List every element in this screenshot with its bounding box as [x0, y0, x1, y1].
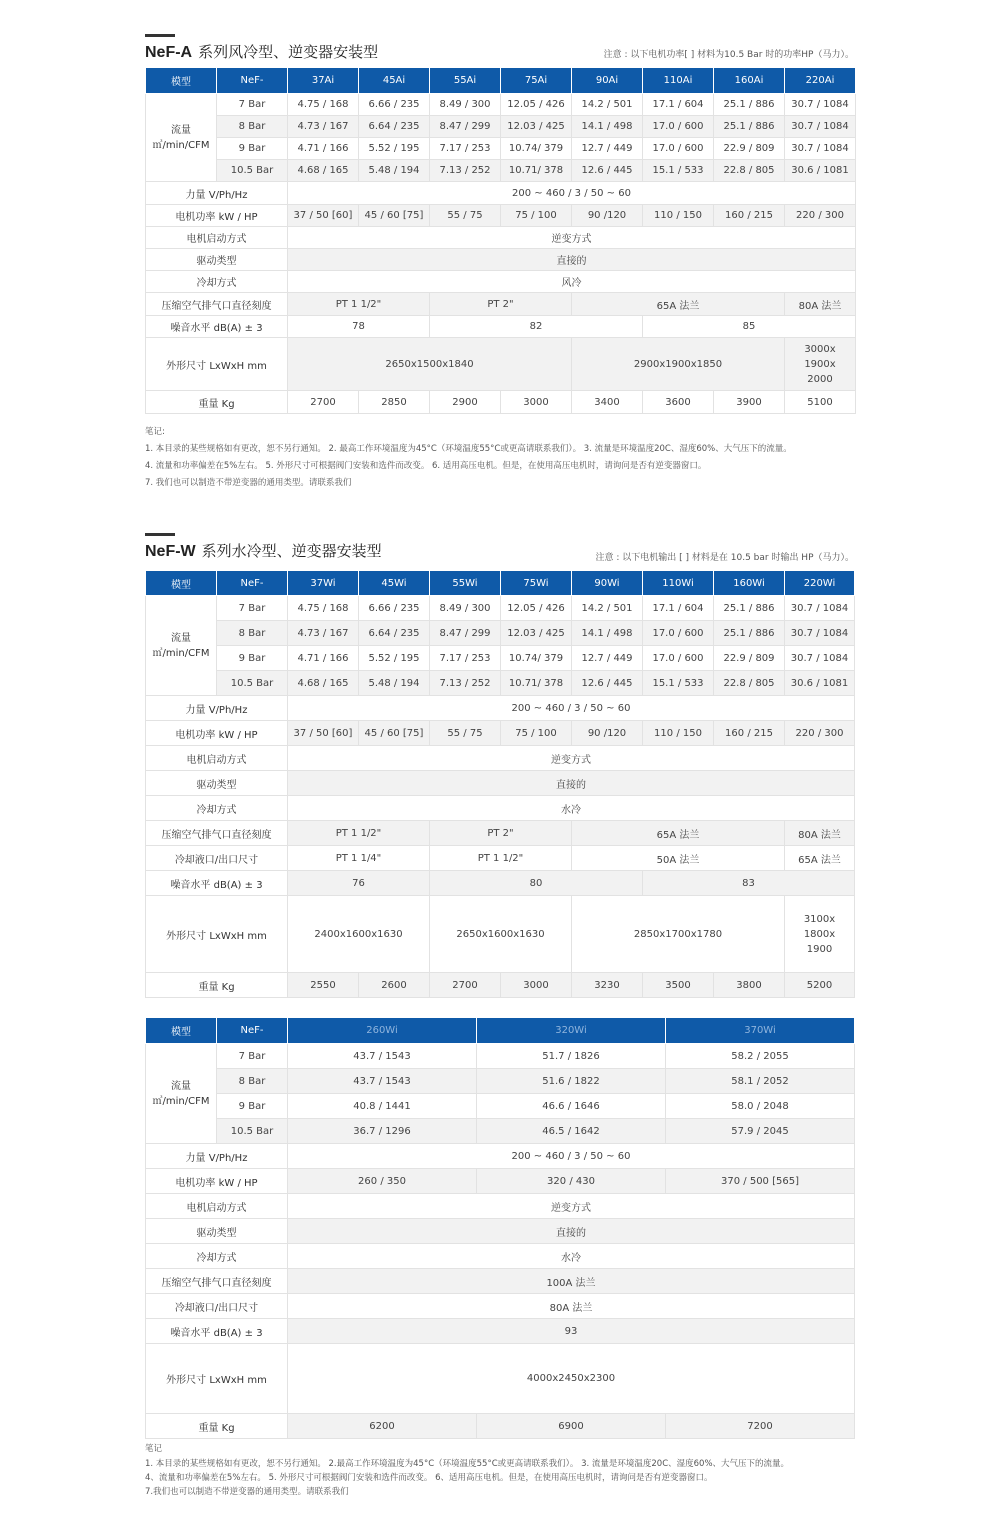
spec-table-nef-w-large: [145, 1017, 855, 1439]
drive-value: 直接的: [288, 249, 856, 271]
table-row: [146, 1344, 855, 1414]
table-row: [146, 871, 855, 896]
table-row: [146, 973, 855, 998]
motor-cell: 320 / 430: [477, 1169, 666, 1194]
motor-cell: 75 / 100: [501, 205, 572, 227]
noise-label: 噪音水平 dB(A) ± 3: [146, 316, 288, 338]
flow-cell: 10.74/ 379: [501, 138, 572, 160]
notes-title: 笔记: [145, 1444, 163, 1454]
header-cell: 45Wi: [359, 571, 430, 596]
table-row: [146, 746, 855, 771]
weight-cell: 3230: [572, 973, 643, 998]
table-row: [146, 249, 856, 271]
header-cell: 370Wi: [666, 1018, 855, 1044]
flow-cell: 5.48 / 194: [359, 671, 430, 696]
dimension-cell: 2650x1600x1630: [430, 896, 572, 973]
table-row: [146, 1414, 855, 1439]
flow-cell: 15.1 / 533: [643, 671, 714, 696]
header-cell: 37Wi: [288, 571, 359, 596]
header-cell: 160Ai: [714, 68, 785, 94]
noise-value: 93: [288, 1319, 855, 1344]
table-row: [146, 771, 855, 796]
flow-cell: 8.49 / 300: [430, 596, 501, 621]
drive-value: 直接的: [288, 1219, 855, 1244]
section-note: 注意 : 以下电机输出 [ ] 材料是在 10.5 bar 时输出 HP（马力）。: [595, 553, 854, 563]
weight-label: 重量 Kg: [146, 391, 288, 414]
motor-cell: 370 / 500 [565]: [666, 1169, 855, 1194]
flow-cell: 4.71 / 166: [288, 646, 359, 671]
flow-cell: 12.6 / 445: [572, 671, 643, 696]
header-cell: 90Wi: [572, 571, 643, 596]
pressure-cell: 10.5 Bar: [217, 1119, 288, 1144]
noise-cell: 80: [430, 871, 643, 896]
dimension-label: 外形尺寸 LxWxH mm: [146, 1344, 288, 1414]
coolant-port-label: 冷却液口/出口尺寸: [146, 846, 288, 871]
flow-cell: 6.66 / 235: [359, 596, 430, 621]
motor-label: 电机功率 kW / HP: [146, 1169, 288, 1194]
flow-cell: 6.64 / 235: [359, 621, 430, 646]
motor-cell: 55 / 75: [430, 205, 501, 227]
table-row: [146, 1269, 855, 1294]
flow-cell: 25.1 / 886: [714, 621, 785, 646]
section-title-underline: [145, 533, 175, 536]
table-row: [146, 846, 855, 871]
flow-cell: 7.13 / 252: [430, 671, 501, 696]
table-row: [146, 1244, 855, 1269]
motor-cell: 110 / 150: [643, 205, 714, 227]
motor-cell: 45 / 60 [75]: [359, 721, 430, 746]
model-series-code: NeF-A: [145, 44, 193, 61]
outlet-value: 100A 法兰: [288, 1269, 855, 1294]
outlet-label: 压缩空气排气口直径刻度: [146, 293, 288, 316]
flow-cell: 10.71/ 378: [501, 671, 572, 696]
model-series-code: NeF-W: [145, 543, 196, 560]
flow-cell: 14.2 / 501: [572, 94, 643, 116]
table-row: [146, 182, 856, 205]
pressure-cell: 7 Bar: [217, 1044, 288, 1069]
flow-cell: 46.5 / 1642: [477, 1119, 666, 1144]
outlet-cell: 65A 法兰: [572, 821, 785, 846]
table-row: [146, 138, 856, 160]
header-cell: 90Ai: [572, 68, 643, 94]
outlet-cell: PT 2": [430, 821, 572, 846]
drive-label: 驱动类型: [146, 771, 288, 796]
weight-cell: 2700: [288, 391, 359, 414]
flow-cell: 12.05 / 426: [501, 596, 572, 621]
flow-cell: 7.13 / 252: [430, 160, 501, 182]
flow-cell: 30.7 / 1084: [785, 94, 856, 116]
note-line: 7.我们也可以制造不带逆变器的通用类型。请联系我们: [145, 1487, 349, 1497]
power-value: 200 ~ 460 / 3 / 50 ~ 60: [288, 182, 856, 205]
flow-cell: 6.66 / 235: [359, 94, 430, 116]
cooling-label: 冷却方式: [146, 796, 288, 821]
dimension-label: 外形尺寸 LxWxH mm: [146, 896, 288, 973]
motor-cell: 160 / 215: [714, 205, 785, 227]
header-cell: 110Wi: [643, 571, 714, 596]
flow-cell: 4.73 / 167: [288, 116, 359, 138]
flow-cell: 4.73 / 167: [288, 621, 359, 646]
weight-cell: 3600: [643, 391, 714, 414]
flow-cell: 12.05 / 426: [501, 94, 572, 116]
header-cell: NeF-: [217, 68, 288, 94]
table-row: [146, 205, 856, 227]
notes-block: [145, 1442, 789, 1499]
flow-cell: 30.7 / 1084: [785, 138, 856, 160]
drive-label: 驱动类型: [146, 249, 288, 271]
table-row: [146, 1144, 855, 1169]
flow-cell: 17.0 / 600: [643, 621, 714, 646]
table-row: [146, 316, 856, 338]
power-label: 力量 V/Ph/Hz: [146, 1144, 288, 1169]
flow-cell: 22.9 / 809: [714, 646, 785, 671]
weight-cell: 6200: [288, 1414, 477, 1439]
flow-cell: 25.1 / 886: [714, 94, 785, 116]
header-cell: 220Wi: [785, 571, 855, 596]
coolant-port-cell: 50A 法兰: [572, 846, 785, 871]
motor-cell: 75 / 100: [501, 721, 572, 746]
flow-cell: 7.17 / 253: [430, 646, 501, 671]
outlet-label: 压缩空气排气口直径刻度: [146, 1269, 288, 1294]
note-line: 4. 流量和功率偏差在5%左右。 5. 外形尺寸可根据阀门安装和选件而改变。 6. 适用高压电机。但是，在使用高压电机时，请询问是否有逆变器窗口。: [145, 461, 707, 471]
motor-cell: 37 / 50 [60]: [288, 721, 359, 746]
coolant-port-value: 80A 法兰: [288, 1294, 855, 1319]
flow-cell: 22.9 / 809: [714, 138, 785, 160]
weight-cell: 3500: [643, 973, 714, 998]
section-title-nef-w: [145, 540, 382, 561]
flow-cell: 22.8 / 805: [714, 160, 785, 182]
coolant-port-cell: PT 1 1/2": [430, 846, 572, 871]
table-row: [146, 116, 856, 138]
section-title-text: 系列水冷型、逆变器安装型: [201, 542, 382, 560]
noise-label: 噪音水平 dB(A) ± 3: [146, 871, 288, 896]
dimension-cell: 2400x1600x1630: [288, 896, 430, 973]
table-row: [146, 160, 856, 182]
flow-cell: 25.1 / 886: [714, 596, 785, 621]
pressure-cell: 10.5 Bar: [217, 160, 288, 182]
flow-cell: 30.7 / 1084: [785, 621, 855, 646]
table-row: [146, 1069, 855, 1094]
table-row: [146, 391, 856, 414]
start-value: 逆变方式: [288, 1194, 855, 1219]
motor-cell: 110 / 150: [643, 721, 714, 746]
flow-cell: 25.1 / 886: [714, 116, 785, 138]
weight-label: 重量 Kg: [146, 1414, 288, 1439]
power-label: 力量 V/Ph/Hz: [146, 182, 288, 205]
header-cell: 260Wi: [288, 1018, 477, 1044]
flow-cell: 5.52 / 195: [359, 646, 430, 671]
outlet-cell: 80A 法兰: [785, 821, 855, 846]
noise-cell: 85: [643, 316, 856, 338]
flow-cell: 14.1 / 498: [572, 621, 643, 646]
section-title-text: 系列风冷型、逆变器安装型: [198, 43, 379, 61]
flow-cell: 17.1 / 604: [643, 94, 714, 116]
table-row: [146, 1194, 855, 1219]
flow-cell: 12.7 / 449: [572, 646, 643, 671]
table-row: [146, 227, 856, 249]
flow-cell: 43.7 / 1543: [288, 1069, 477, 1094]
table-row: [146, 1044, 855, 1069]
flow-cell: 17.0 / 600: [643, 138, 714, 160]
flow-cell: 43.7 / 1543: [288, 1044, 477, 1069]
header-cell: 55Wi: [430, 571, 501, 596]
drive-value: 直接的: [288, 771, 855, 796]
weight-cell: 5100: [785, 391, 856, 414]
cooling-value: 水冷: [288, 796, 855, 821]
notes-block: [145, 424, 792, 492]
flow-cell: 4.75 / 168: [288, 596, 359, 621]
motor-cell: 55 / 75: [430, 721, 501, 746]
flow-cell: 30.7 / 1084: [785, 646, 855, 671]
table-row: [146, 696, 855, 721]
flow-cell: 14.1 / 498: [572, 116, 643, 138]
dimension-cell: 2650x1500x1840: [288, 338, 572, 391]
spec-table-nef-w: [145, 570, 855, 998]
pressure-cell: 8 Bar: [217, 621, 288, 646]
flow-cell: 51.6 / 1822: [477, 1069, 666, 1094]
table-row: [146, 1094, 855, 1119]
section-title-underline: [145, 34, 175, 37]
motor-cell: 90 /120: [572, 721, 643, 746]
flow-cell: 12.6 / 445: [572, 160, 643, 182]
notes-title: 笔记:: [145, 427, 165, 437]
table-row: [146, 721, 855, 746]
header-cell: 320Wi: [477, 1018, 666, 1044]
flow-cell: 51.7 / 1826: [477, 1044, 666, 1069]
weight-cell: 6900: [477, 1414, 666, 1439]
weight-cell: 2600: [359, 973, 430, 998]
header-cell: 45Ai: [359, 68, 430, 94]
flow-cell: 12.03 / 425: [501, 116, 572, 138]
power-value: 200 ~ 460 / 3 / 50 ~ 60: [288, 696, 855, 721]
power-value: 200 ~ 460 / 3 / 50 ~ 60: [288, 1144, 855, 1169]
flow-cell: 22.8 / 805: [714, 671, 785, 696]
noise-label: 噪音水平 dB(A) ± 3: [146, 1319, 288, 1344]
flow-cell: 17.0 / 600: [643, 116, 714, 138]
table-row: [146, 821, 855, 846]
flow-cell: 5.48 / 194: [359, 160, 430, 182]
table-row: [146, 94, 856, 116]
flow-cell: 4.75 / 168: [288, 94, 359, 116]
outlet-cell: 65A 法兰: [572, 293, 785, 316]
weight-cell: 7200: [666, 1414, 855, 1439]
flow-cell: 4.68 / 165: [288, 671, 359, 696]
pressure-cell: 8 Bar: [217, 1069, 288, 1094]
motor-cell: 220 / 300: [785, 205, 856, 227]
header-cell: 模型: [146, 68, 217, 94]
pressure-cell: 7 Bar: [217, 596, 288, 621]
header-cell: 110Ai: [643, 68, 714, 94]
note-line: 1. 本目录的某些规格如有更改，恕不另行通知。 2. 最高工作环境温度为45°C（环境温度55°C或更高请联系我们）。 3. 流量是环境温度20C、湿度60%、大气压下的流量。: [145, 444, 792, 454]
pressure-cell: 8 Bar: [217, 116, 288, 138]
cooling-label: 冷却方式: [146, 1244, 288, 1269]
start-value: 逆变方式: [288, 746, 855, 771]
flow-cell: 8.47 / 299: [430, 621, 501, 646]
motor-cell: 37 / 50 [60]: [288, 205, 359, 227]
pressure-cell: 9 Bar: [217, 138, 288, 160]
pressure-cell: 9 Bar: [217, 646, 288, 671]
flow-cell: 15.1 / 533: [643, 160, 714, 182]
flow-cell: 5.52 / 195: [359, 138, 430, 160]
table-row: [146, 596, 855, 621]
header-cell: 55Ai: [430, 68, 501, 94]
table-row: [146, 1169, 855, 1194]
flow-cell: 10.71/ 378: [501, 160, 572, 182]
dimension-value: 4000x2450x2300: [288, 1344, 855, 1414]
flow-cell: 30.7 / 1084: [785, 596, 855, 621]
flow-cell: 10.74/ 379: [501, 646, 572, 671]
flow-cell: 58.1 / 2052: [666, 1069, 855, 1094]
flow-cell: 58.2 / 2055: [666, 1044, 855, 1069]
motor-label: 电机功率 kW / HP: [146, 205, 288, 227]
weight-cell: 2700: [430, 973, 501, 998]
table-row: [146, 796, 855, 821]
pressure-cell: 9 Bar: [217, 1094, 288, 1119]
weight-cell: 2550: [288, 973, 359, 998]
table-row: [146, 896, 855, 973]
table-row: [146, 646, 855, 671]
motor-cell: 260 / 350: [288, 1169, 477, 1194]
weight-cell: 2850: [359, 391, 430, 414]
weight-cell: 3000: [501, 973, 572, 998]
section-note: 注意 : 以下电机功率[ ] 材料为10.5 Bar 时的功率HP（马力）。: [603, 50, 854, 60]
noise-cell: 82: [430, 316, 643, 338]
header-cell: NeF-: [217, 1018, 288, 1044]
dimension-label: 外形尺寸 LxWxH mm: [146, 338, 288, 391]
header-cell: 模型: [146, 1018, 217, 1044]
section-title-nef-a: [145, 41, 378, 62]
outlet-cell: PT 1 1/2": [288, 821, 430, 846]
flow-cell: 4.68 / 165: [288, 160, 359, 182]
flow-cell: 30.6 / 1081: [785, 671, 855, 696]
note-line: 7. 我们也可以制造不带逆变器的通用类型。请联系我们: [145, 478, 352, 488]
start-label: 电机启动方式: [146, 1194, 288, 1219]
table-header-row: [146, 1018, 855, 1044]
table-header-row: [146, 68, 856, 94]
flow-cell: 30.6 / 1081: [785, 160, 856, 182]
table-row: [146, 1119, 855, 1144]
flow-cell: 8.47 / 299: [430, 116, 501, 138]
drive-label: 驱动类型: [146, 1219, 288, 1244]
flow-cell: 12.7 / 449: [572, 138, 643, 160]
weight-cell: 5200: [785, 973, 855, 998]
flow-cell: 58.0 / 2048: [666, 1094, 855, 1119]
table-row: [146, 671, 855, 696]
flow-cell: 46.6 / 1646: [477, 1094, 666, 1119]
weight-label: 重量 Kg: [146, 973, 288, 998]
flow-cell: 14.2 / 501: [572, 596, 643, 621]
motor-cell: 45 / 60 [75]: [359, 205, 430, 227]
outlet-cell: PT 2": [430, 293, 572, 316]
weight-cell: 3900: [714, 391, 785, 414]
table-row: [146, 1219, 855, 1244]
flow-cell: 12.03 / 425: [501, 621, 572, 646]
table-header-row: [146, 571, 855, 596]
table-row: [146, 1319, 855, 1344]
dimension-cell: 2900x1900x1850: [572, 338, 785, 391]
dimension-cell: 3100x 1800x 1900: [785, 896, 855, 973]
dimension-cell: 2850x1700x1780: [572, 896, 785, 973]
table-row: [146, 1294, 855, 1319]
cooling-value: 水冷: [288, 1244, 855, 1269]
flow-cell: 30.7 / 1084: [785, 116, 856, 138]
header-cell: 220Ai: [785, 68, 856, 94]
header-cell: NeF-: [217, 571, 288, 596]
coolant-port-cell: 65A 法兰: [785, 846, 855, 871]
flow-cell: 6.64 / 235: [359, 116, 430, 138]
header-cell: 75Ai: [501, 68, 572, 94]
weight-cell: 2900: [430, 391, 501, 414]
header-cell: 160Wi: [714, 571, 785, 596]
noise-cell: 76: [288, 871, 430, 896]
flow-cell: 36.7 / 1296: [288, 1119, 477, 1144]
note-line: 1. 本目录的某些规格如有更改，恕不另行通知。 2.最高工作环境温度为45°C（环境温度55°C或更高请联系我们）。 3. 流量是环境温度20C、湿度60%、大气压下的流量。: [145, 1459, 790, 1469]
motor-cell: 90 /120: [572, 205, 643, 227]
flow-cell: 17.1 / 604: [643, 596, 714, 621]
header-cell: 37Ai: [288, 68, 359, 94]
outlet-cell: 80A 法兰: [785, 293, 856, 316]
noise-cell: 83: [643, 871, 855, 896]
weight-cell: 3000: [501, 391, 572, 414]
note-line: 4、流量和功率偏差在5%左右。 5. 外形尺寸可根据阀门安装和选件而改变。 6、适用高压电机。但是，在使用高压电机时，请询问是否有逆变器窗口。: [145, 1473, 713, 1483]
flow-cell: 8.49 / 300: [430, 94, 501, 116]
weight-cell: 3400: [572, 391, 643, 414]
table-row: [146, 621, 855, 646]
header-cell: 75Wi: [501, 571, 572, 596]
flow-cell: 17.0 / 600: [643, 646, 714, 671]
outlet-cell: PT 1 1/2": [288, 293, 430, 316]
pressure-cell: 7 Bar: [217, 94, 288, 116]
table-row: [146, 293, 856, 316]
cooling-label: 冷却方式: [146, 271, 288, 293]
spec-table-nef-a: [145, 67, 856, 414]
flow-cell: 7.17 / 253: [430, 138, 501, 160]
cooling-value: 风冷: [288, 271, 856, 293]
weight-cell: 3800: [714, 973, 785, 998]
start-value: 逆变方式: [288, 227, 856, 249]
pressure-cell: 10.5 Bar: [217, 671, 288, 696]
header-cell: 模型: [146, 571, 217, 596]
outlet-label: 压缩空气排气口直径刻度: [146, 821, 288, 846]
flow-cell: 57.9 / 2045: [666, 1119, 855, 1144]
power-label: 力量 V/Ph/Hz: [146, 696, 288, 721]
table-row: [146, 338, 856, 391]
flow-cell: 40.8 / 1441: [288, 1094, 477, 1119]
motor-cell: 160 / 215: [714, 721, 785, 746]
start-label: 电机启动方式: [146, 746, 288, 771]
flow-label: 流量 ㎥/min/CFM: [146, 94, 217, 182]
start-label: 电机启动方式: [146, 227, 288, 249]
dimension-cell: 3000x 1900x 2000: [785, 338, 856, 391]
coolant-port-label: 冷却液口/出口尺寸: [146, 1294, 288, 1319]
motor-cell: 220 / 300: [785, 721, 855, 746]
noise-cell: 78: [288, 316, 430, 338]
table-row: [146, 271, 856, 293]
flow-label: 流量 ㎥/min/CFM: [146, 1044, 217, 1144]
motor-label: 电机功率 kW / HP: [146, 721, 288, 746]
coolant-port-cell: PT 1 1/4": [288, 846, 430, 871]
flow-label: 流量 ㎥/min/CFM: [146, 596, 217, 696]
flow-cell: 4.71 / 166: [288, 138, 359, 160]
